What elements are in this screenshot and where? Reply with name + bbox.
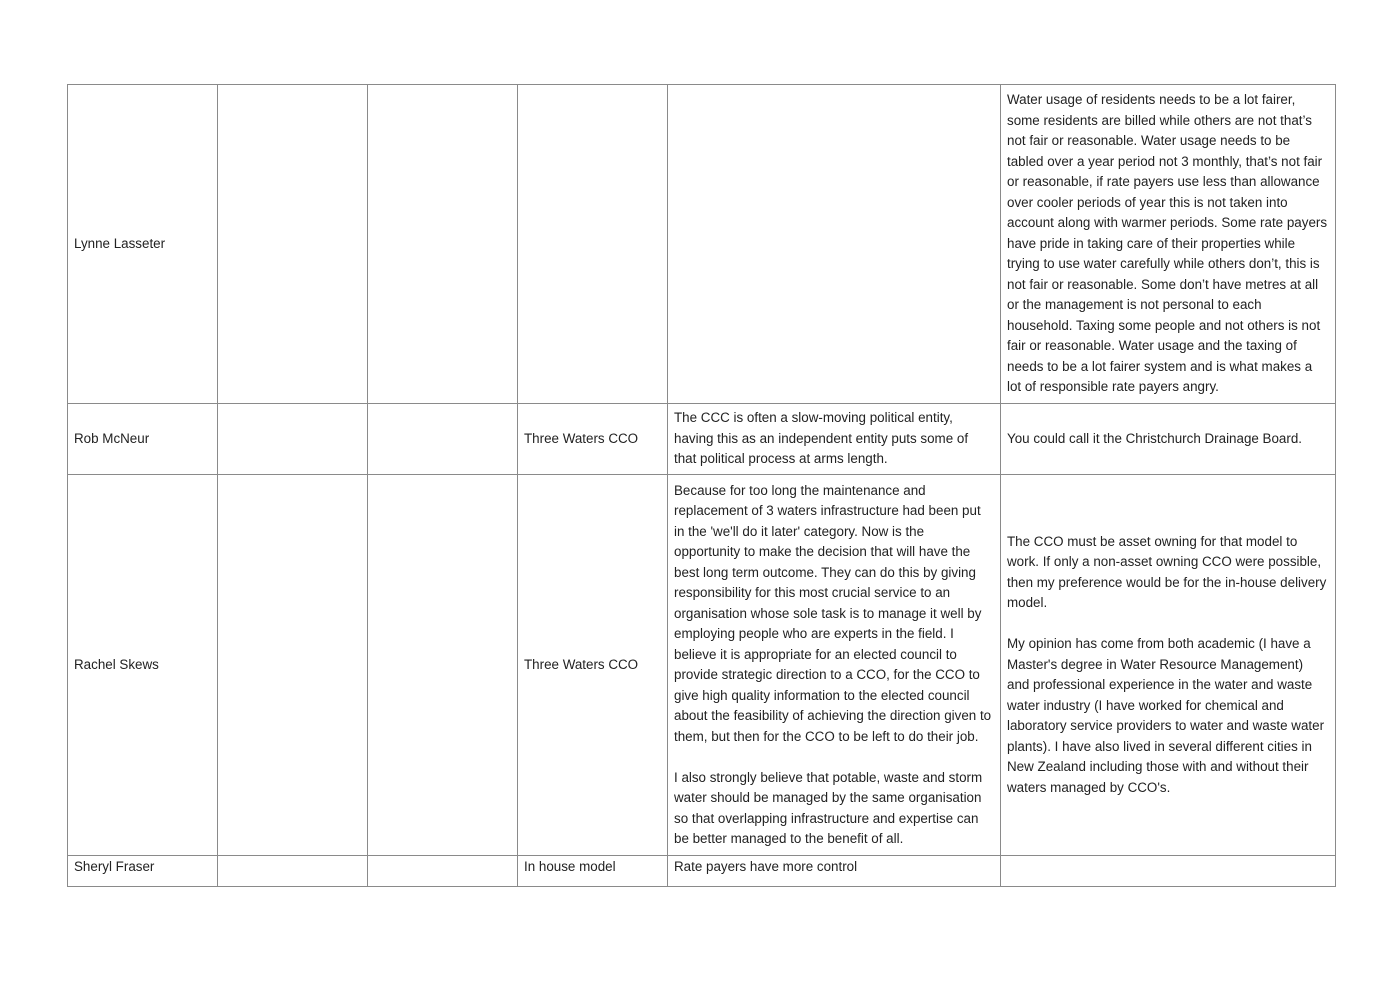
empty-cell <box>368 856 518 887</box>
submissions-table <box>67 84 1336 887</box>
empty-cell <box>368 85 518 404</box>
submitter-name-cell: Rachel Skews <box>68 475 218 856</box>
reason-cell <box>668 475 1001 856</box>
table-row <box>68 856 1336 887</box>
reason-cell <box>668 856 1001 887</box>
reason-paragraph: Because for too long the maintenance and replacement of 3 waters infrastructure had been put in the 'we'll do it later' category. Now is the opportunity to make the decision that will have the best long term outcome. They can do this by giving responsibility for this most crucial service to an organisation whose sole task is to manage it well by employing people who are experts in the field. I believe it is appropriate for an elected council to provide strategic direction to a CCO, for the CCO to give high quality information to the elected council about the feasibility of achieving the direction given to them, but then for the CCO to be left to do their job. <box>674 482 992 744</box>
comment-paragraph: Water usage of residents needs to be a lot fairer, some residents are billed while others are not that’s not fair or reasonable. Water usage needs to be tabled over a year period not 3 monthly, that’s not fair or reasonable, if rate payers use less than allowance over cooler periods of year this is not taken into account along with warmer periods. Some rate payers have pride in taking care of their properties while trying to use water carefully while others don’t, this is not fair or reasonable. Some don’t have metres at all or the management is not personal to each household. Taxing some people and not others is not fair or reasonable. Water usage and the taxing of needs to be a lot fairer system and is what makes a lot of responsible rate payers angry. <box>1007 92 1328 395</box>
preferred-model-cell: Three Waters CCO <box>518 404 668 475</box>
comment-cell <box>1001 475 1336 856</box>
table-row <box>68 85 1336 404</box>
reason-paragraph: The CCC is often a slow-moving political entity, having this as an independent entity puts some of that political process at arms length. <box>674 410 969 467</box>
table-row <box>68 475 1336 856</box>
submitter-name-cell: Lynne Lasseter <box>68 85 218 404</box>
empty-cell <box>218 85 368 404</box>
submitter-name-cell: Sheryl Fraser <box>68 856 218 887</box>
empty-cell <box>218 856 368 887</box>
empty-cell <box>368 404 518 475</box>
reason-paragraph: I also strongly believe that potable, waste and storm water should be managed by the same organisation so that overlapping infrastructure and expertise can be better managed to the benefit of all. <box>674 769 983 846</box>
comment-cell <box>1001 85 1336 404</box>
reason-cell <box>668 404 1001 475</box>
comment-cell <box>1001 856 1336 887</box>
empty-cell <box>218 404 368 475</box>
reason-paragraph: Rate payers have more control <box>674 859 858 874</box>
reason-cell <box>668 85 1001 404</box>
preferred-model-cell: In house model <box>518 856 668 887</box>
comment-paragraph: The CCO must be asset owning for that model to work. If only a non-asset owning CCO were possible, then my preference would be for the in-house delivery model. <box>1007 533 1327 611</box>
empty-cell <box>218 475 368 856</box>
comment-cell <box>1001 404 1336 475</box>
empty-cell <box>368 475 518 856</box>
comment-paragraph: You could call it the Christchurch Drainage Board. <box>1007 430 1303 446</box>
preferred-model-cell: Three Waters CCO <box>518 475 668 856</box>
preferred-model-cell <box>518 85 668 404</box>
table-row <box>68 404 1336 475</box>
submitter-name-cell: Rob McNeur <box>68 404 218 475</box>
comment-paragraph: My opinion has come from both academic (I have a Master's degree in Water Resource Management) and professional experience in the water and waste water industry (I have worked for chemical and laboratory service providers to water and waste water plants). I have also lived in several different cities in New Zealand including those with and without their waters managed by CCO's. <box>1007 636 1325 795</box>
